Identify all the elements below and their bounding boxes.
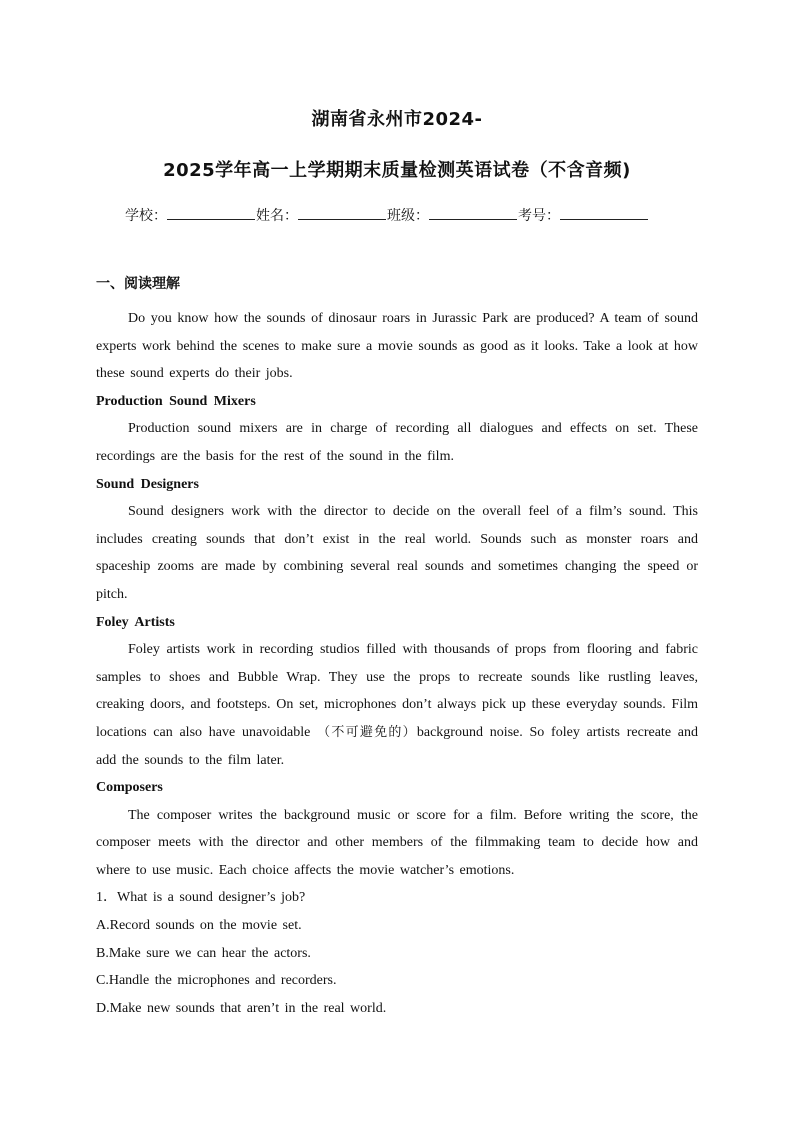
exam-number-blank[interactable] (560, 207, 648, 220)
school-label: 学校： (125, 208, 167, 224)
passage-intro: Do you know how the sounds of dinosaur roars in Jurassic Park are produced? A team of sound experts work behind the scenes to make sure a movie sounds as good as it looks. Take a look at how these sound experts do their jobs. (96, 311, 698, 382)
exam-number-field[interactable] (518, 205, 649, 225)
option-b[interactable]: B.Make sure we can hear the actors. (96, 945, 311, 961)
class-blank[interactable] (429, 207, 517, 220)
name-field[interactable] (256, 205, 387, 225)
class-label: 班级： (387, 208, 429, 224)
class-field[interactable] (387, 205, 518, 225)
option-a[interactable]: A.Record sounds on the movie set. (96, 918, 302, 934)
heading-sound-designers: Sound Designers (96, 476, 199, 492)
exam-title-line-1: 湖南省永州市2024- (311, 109, 483, 130)
name-blank[interactable] (298, 207, 386, 220)
paragraph-composers: The composer writes the background music or score for a film. Before writing the score, the composer meets with the director and other members of the filmmaking team to decide how and where to use music. Each choice affects the movie watcher’s emotions. (96, 807, 698, 878)
student-info-row (125, 205, 649, 225)
option-d[interactable]: D.Make new sounds that aren’t in the real world. (96, 1000, 387, 1016)
reading-passage (96, 305, 698, 1022)
paragraph-production-sound-mixers: Production sound mixers are in charge of recording all dialogues and effects on set. These recordings are the basis for the rest of the sound in the film. (96, 421, 698, 464)
exam-number-label: 考号： (518, 208, 560, 224)
paragraph-sound-designers: Sound designers work with the director to decide on the overall feel of a film’s sound. This includes creating sounds that don’t exist in the real world. Sounds such as monster roars and spaceship zooms are made by combining several real sounds and sometimes changing the speed or pitch. (96, 504, 698, 602)
question-text: What is a sound designer’s job? (117, 890, 306, 906)
foley-text-after: background noise. So foley artists recreate and add the sounds to the film later. (96, 724, 698, 768)
exam-title-line-2: 2025学年高一上学期期末质量检测英语试卷（不含音频) (163, 160, 631, 181)
heading-composers: Composers (96, 780, 163, 796)
option-c[interactable]: C.Handle the microphones and recorders. (96, 973, 337, 989)
foley-text-before: Foley artists work in recording studios filled with thousands of props from flooring and fabric samples to shoes and Bubble Wrap. They use the props to recreate sounds like rustling leaves, creaking doors, and footsteps. On set, microphones don’t always pick up these everyday sounds. Film locations can also have unavoidable (96, 642, 698, 740)
heading-foley-artists: Foley Artists (96, 614, 175, 630)
heading-production-sound-mixers: Production Sound Mixers (96, 393, 256, 409)
school-blank[interactable] (167, 207, 255, 220)
name-label: 姓名： (256, 208, 298, 224)
question-1 (96, 884, 698, 912)
paragraph-foley-artists (96, 636, 698, 774)
chinese-annotation: （不可避免的） (317, 724, 417, 740)
question-number: 1． (96, 890, 117, 906)
section-title: 一、阅读理解 (96, 276, 180, 292)
school-field[interactable] (125, 205, 256, 225)
